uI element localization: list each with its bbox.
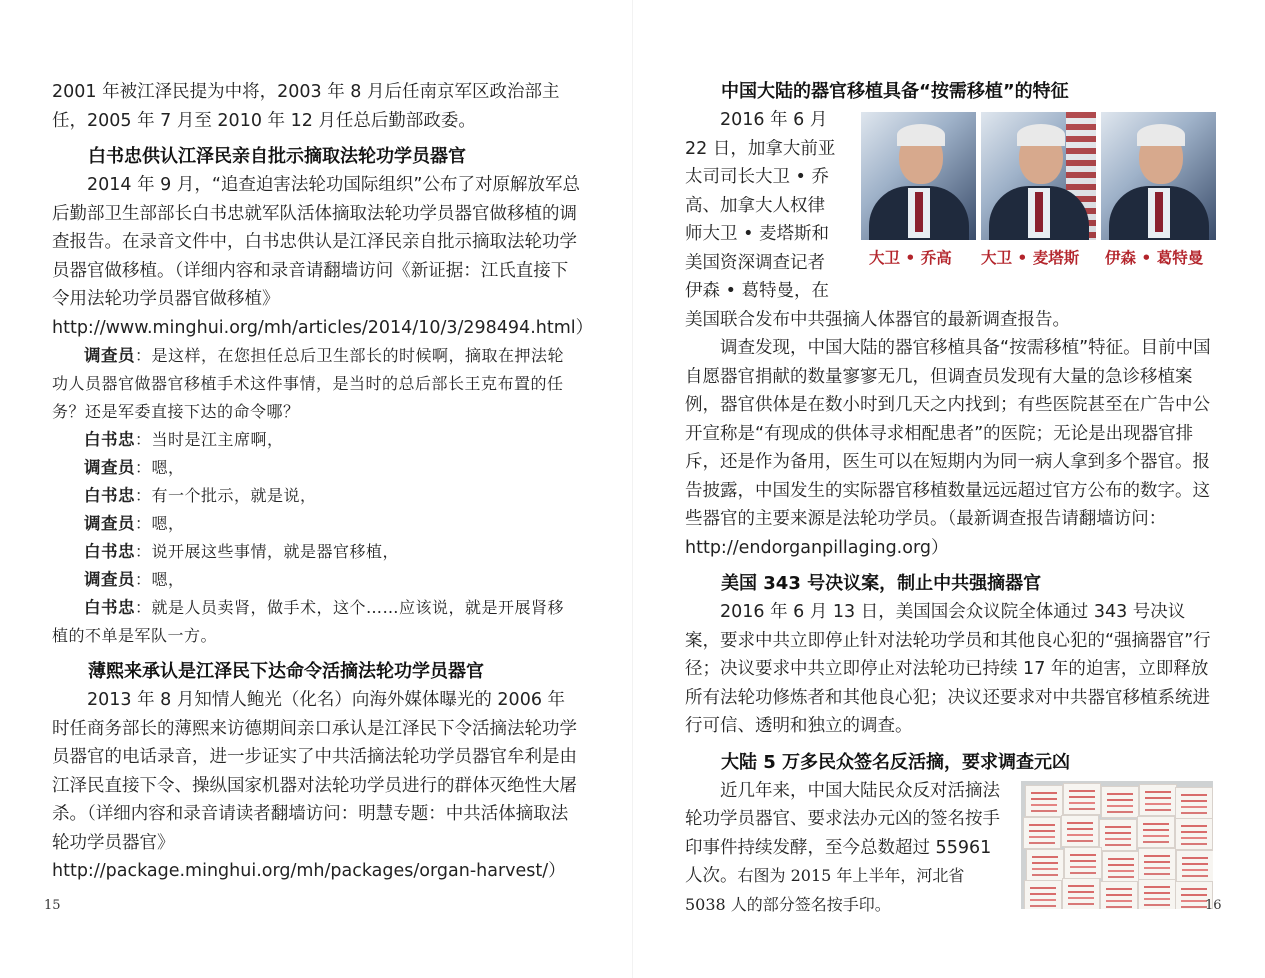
speaker-label: 调查员	[84, 458, 135, 477]
section-paragraph-bai: 2014 年 9 月，“追查迫害法轮功国际组织”公布了对原解放军总后勤部卫生部部长白书忠就军队活体摘取法轮功学员器官做移植的调查报告。在录音文件中，白书忠供认是江泽民亲自批示摘取法轮功学员器官做移植。（详细内容和录音请翻墙访问《新证据：江氏直接下令用法轮功学员器官做移植》http://www.minghui.org/mh/articles/2014/10/3/298494.html）	[52, 175, 594, 338]
section-heading-on-demand: 中国大陆的器官移植具备“按需移植”的特征	[721, 81, 1069, 102]
intro-paragraph: 2001 年被江泽民提为中将，2003 年 8 月后任南京军区政治部主任，2005 年 7 月至 2010 年 12 月任总后勤部政委。	[52, 82, 560, 131]
dialogue-text: ：嗯，	[135, 458, 185, 477]
speaker-label: 白书忠	[84, 542, 135, 561]
speaker-label: 调查员	[84, 570, 135, 589]
section-heading-resolution: 美国 343 号决议案，制止中共强摘器官	[721, 573, 1042, 594]
photo-caption: 大卫 • 麦塔斯	[981, 249, 1080, 267]
dialogue-text: ：说开展这些事情，就是器官移植，	[135, 542, 400, 561]
petition-image-caption: 右图为 2015 年上半年，河北省 5038 人的部分签名按手印。	[685, 866, 965, 914]
dialogue-text: ：当时是江主席啊，	[135, 430, 284, 449]
speaker-label: 白书忠	[84, 486, 135, 505]
dialogue-line	[52, 538, 580, 566]
paragraph-resolution: 2016 年 6 月 13 日，美国国会众议院全体通过 343 号决议案，要求中共立即停止针对法轮功学员和其他良心犯的“强摘器官”行径；决议要求中共立即停止对法轮功已持续 17 年的迫害，立即释放所有法轮功修炼者和其他良心犯；决议还要求对中共器官移植系统进行可信、透明和独立的调查。	[685, 602, 1211, 736]
dialogue-line	[52, 454, 580, 482]
photo-ethan-gutmann	[1101, 112, 1216, 240]
dialogue-text: ：嗯，	[135, 570, 185, 589]
photo-david-kilgour	[861, 112, 976, 240]
section-heading-bai: 白书忠供认江泽民亲自批示摘取法轮功学员器官	[88, 146, 466, 167]
dialogue-text: ：是这样，在您担任总后卫生部长的时候啊，摘取在押法轮功人员器官做器官移植手术这件事情，是当时的总后部长王克布置的任务？还是军委直接下达的命令哪？	[52, 346, 565, 421]
dialogue-transcript	[52, 342, 580, 650]
photo-david-matas	[981, 112, 1096, 240]
photo-caption: 伊森 • 葛特曼	[1105, 249, 1204, 267]
speaker-label: 调查员	[84, 346, 135, 365]
dialogue-text: ：有一个批示，就是说，	[135, 486, 317, 505]
photo-caption: 大卫 • 乔高	[869, 249, 952, 267]
section-heading-petition: 大陆 5 万多民众签名反活摘，要求调查元凶	[721, 751, 1071, 773]
dialogue-line	[52, 594, 580, 650]
speaker-label: 调查员	[84, 514, 135, 533]
paragraph-report: 2016 年 6 月 22 日，加拿大前亚太司司长大卫 • 乔高、加拿大人权律师大卫 • 麦塔斯和美国资深调查记者伊森 • 葛特曼，在美国联合发布中共强摘人体器官的最新调查报告。	[685, 110, 1070, 330]
dialogue-line	[52, 510, 580, 538]
dialogue-line	[52, 482, 580, 510]
left-column	[52, 78, 594, 886]
dialogue-line	[52, 342, 580, 426]
page-number-right: 16	[1205, 898, 1222, 913]
dialogue-line	[52, 426, 580, 454]
investigators-photos	[861, 112, 1213, 272]
right-page	[633, 0, 1265, 978]
paragraph-findings: 调查发现，中国大陆的器官移植具备“按需移植”特征。目前中国自愿器官捐献的数量寥寥无几，但调查员发现有大量的急诊移植案例，器官供体是在数小时到几天之内找到；有些医院甚至在广告中公开宣称是“有现成的供体寻求相配患者”的医院；无论是出现器官排斥，还是作为备用，医生可以在短期内为同一病人拿到多个器官。报告披露，中国发生的实际器官移植数量远远超过官方公布的数字。这些器官的主要来源是法轮功学员。（最新调查报告请翻墙访问：http://endorganpillaging.org）	[685, 338, 1211, 558]
page-number-left: 15	[44, 898, 61, 913]
dialogue-line	[52, 566, 580, 594]
petition-signatures-photo	[1021, 781, 1213, 909]
left-page	[0, 0, 632, 978]
petition-text: 近几年来，中国大陆民众反对活摘法轮功学员器官、要求法办元凶的签名按手印事件持续发酵，至今总数超过 55961 人次。	[685, 780, 1000, 886]
dialogue-text: ：就是人员卖肾，做手术，这个……应该说，就是开展肾移植的不单是军队一方。	[52, 598, 565, 645]
speaker-label: 白书忠	[84, 598, 135, 617]
dialogue-text: ：嗯，	[135, 514, 185, 533]
section-heading-bo: 薄熙来承认是江泽民下达命令活摘法轮功学员器官	[88, 661, 484, 682]
speaker-label: 白书忠	[84, 430, 135, 449]
section-paragraph-bo: 2013 年 8 月知情人鲍光（化名）向海外媒体曝光的 2006 年时任商务部长的薄熙来访德期间亲口承认是江泽民下令活摘法轮功学员器官的电话录音，进一步证实了中共活摘法轮功学员器官牟利是由江泽民直接下令、操纵国家机器对法轮功学员进行的群体灭绝性大屠杀。（详细内容和录音请读者翻墙访问：明慧专题：中共活体摘取法轮功学员器官》http://package.minghui.org/mh/packages/organ-harvest/）	[52, 690, 577, 881]
right-column	[685, 78, 1213, 919]
